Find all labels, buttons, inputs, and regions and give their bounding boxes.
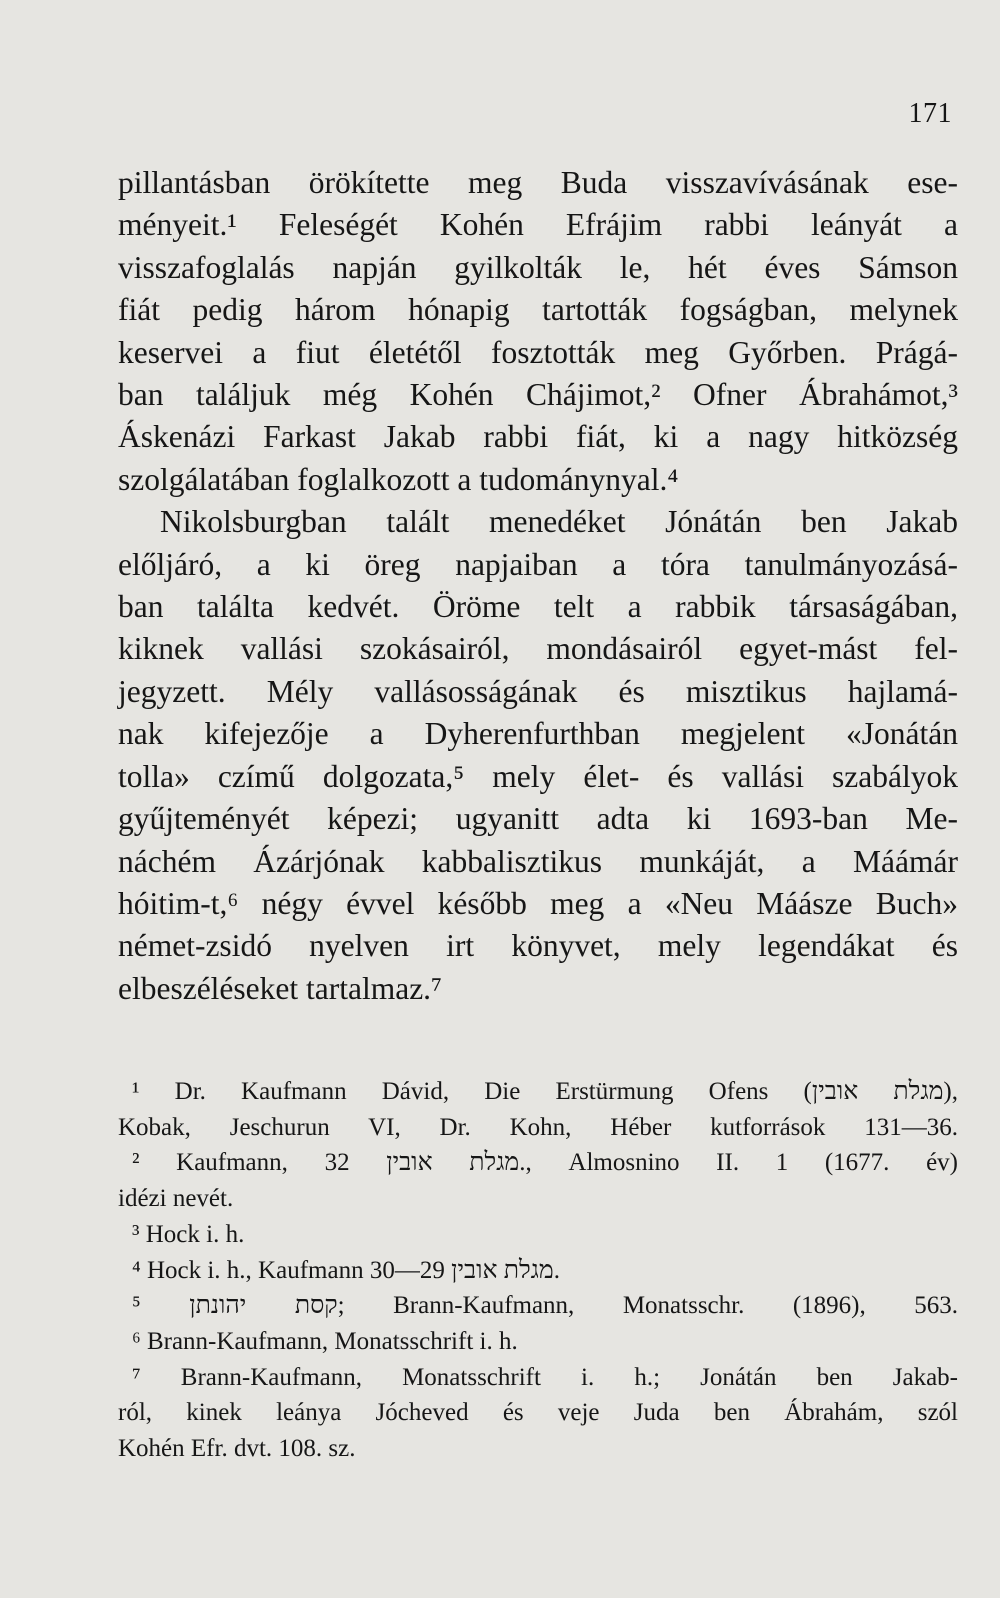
body-line: gyűjteményét képezi; ugyanitt adta ki 1693-ban Me-: [118, 801, 958, 837]
body-line: német-zsidó nyelven irt könyvet, mely legendákat és: [118, 928, 958, 964]
body-line: szolgálatában foglalkozott a tudománynyal.⁴: [118, 461, 679, 497]
body-line: nak kifejezője a Dyherenfurthban megjelent «Jonátán: [118, 716, 958, 752]
body-line: elbeszéléseket tartalmaz.⁷: [118, 970, 443, 1006]
body-line: hóitim-t,⁶ négy évvel később meg a «Neu Máásze Buch»: [118, 885, 958, 921]
body-line: keservei a fiut életétől fosztották meg Győrben. Prágá-: [118, 334, 958, 370]
body-line: Áskenázi Farkast Jakab rabbi fiát, ki a nagy hitközség: [118, 419, 958, 455]
footnote-line: ² Kaufmann, מגלת אובין 32., Almosnino II. 1 (1677. év): [132, 1149, 958, 1177]
footnote-line: ról, kinek leánya Jócheved és veje Juda ben Ábrahám, szól: [118, 1399, 958, 1427]
body-line: előljáró, a ki öreg napjaiban a tóra tanulmányozásá-: [118, 546, 958, 582]
body-line: ban találjuk még Kohén Chájimot,² Ofner Ábrahámot,³: [118, 377, 958, 413]
body-line: fiát pedig három hónapig tartották fogságban, melynek: [118, 292, 958, 328]
body-line: pillantásban örökítette meg Buda visszavívásának ese-: [118, 165, 958, 200]
body-line: tolla» czímű dolgozata,⁵ mely élet- és vallási szabályok: [118, 758, 958, 794]
footnote-line: ³ Hock i. h.: [132, 1220, 245, 1248]
body-line: jegyzett. Mély vallásosságának és misztikus hajlamá-: [118, 673, 958, 709]
footnote-line: ⁷ Brann-Kaufmann, Monatsschrift i. h.; Jonátán ben Jakab-: [132, 1363, 958, 1391]
body-line: ban találta kedvét. Öröme telt a rabbik társaságában,: [118, 589, 958, 625]
footnote-line: ⁶ Brann-Kaufmann, Monatsschrift i. h.: [132, 1327, 518, 1355]
footnote-line: ¹ Dr. Kaufmann Dávid, Die Erstürmung Ofens (מגלת אובין),: [132, 1078, 958, 1105]
page-number: 171: [908, 98, 952, 129]
footnote-line: ⁵ קסת יהונתן; Brann-Kaufmann, Monatsschr. (1896), 563.: [132, 1292, 958, 1320]
footnotes: [118, 1074, 958, 1467]
footnote-line: idézi nevét.: [118, 1185, 234, 1213]
body-line: kiknek vallási szokásairól, mondásairól egyet-mást fel-: [118, 631, 958, 667]
footnote-line: Kobak, Jeschurun VI, Dr. Kohn, Héber kutforrások 131—36.: [118, 1113, 958, 1141]
body-line: Nikolsburgban talált menedéket Jónátán ben Jakab: [160, 504, 958, 540]
body-line: náchém Ázárjónak kabbalisztikus munkáját, a Máámár: [118, 843, 958, 879]
body-text: [118, 162, 958, 1010]
body-line: ményeit.¹ Feleségét Kohén Efrájim rabbi leányát a: [118, 207, 958, 243]
footnote-line: Kohén Efr. dvt. 108. sz.: [118, 1435, 356, 1463]
footnote-line: ⁴ Hock i. h., Kaufmann מגלת אובין 29—30.: [132, 1256, 560, 1284]
body-line: visszafoglalás napján gyilkolták le, hét éves Sámson: [118, 249, 958, 285]
